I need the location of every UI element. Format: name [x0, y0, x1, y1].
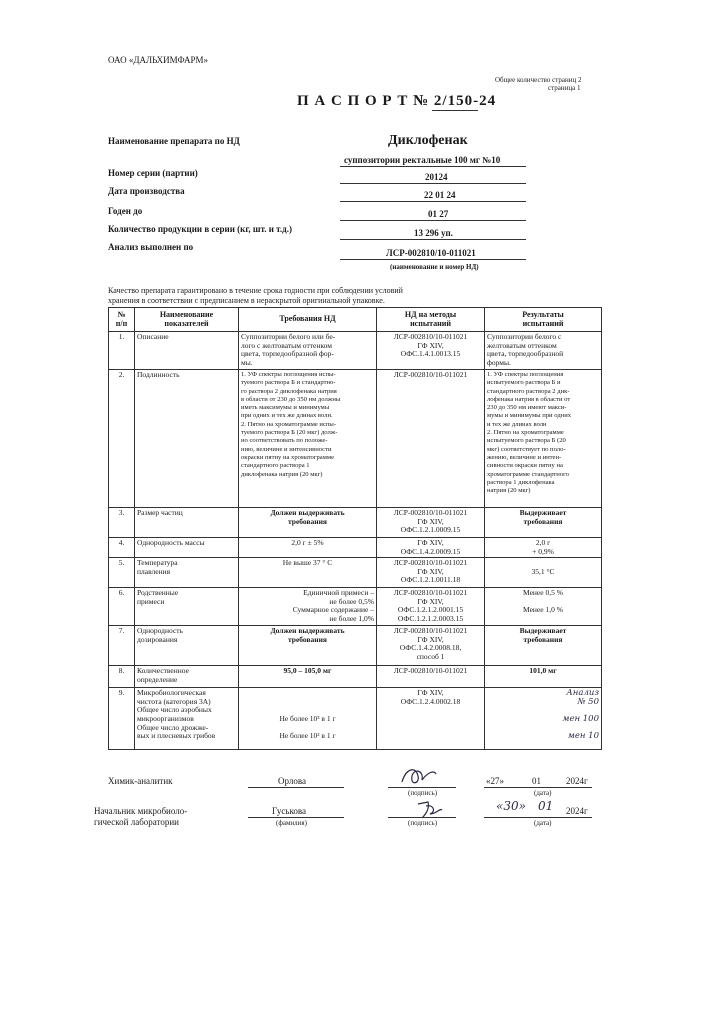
- header-result: Результаты испытаний: [485, 308, 602, 332]
- row-number: 8.: [109, 666, 135, 688]
- row-requirement: 1. УФ спектры поглощения испы- туемого раствора Б и стандартно- го раствора 2 диклофенака натрия в области от 230 до 350 нм должны иметь максимумы и минимумы при одних и тех же длинах волн. 2. Пятно на хроматограмме испы- туемого раствора Б (20 мкг) долж- но соответствовать по положе- нию, величине и интенсивности окраски пятну на хроматограмме стандартного раствора 1 диклофенака натрия (20 мкг): [239, 370, 377, 508]
- date2-month: 01: [538, 799, 554, 813]
- table-row: [109, 666, 602, 688]
- header-requirement: Требования НД: [239, 308, 377, 332]
- row-indicator: Температура плавления: [135, 558, 239, 588]
- head-name: Гуськова: [272, 806, 307, 816]
- row-indicator: Однородность дозирования: [135, 626, 239, 666]
- title-underline: [432, 110, 478, 111]
- row-requirement: Не выше 37 ° С: [239, 558, 377, 588]
- quantity-label: Количество продукции в серии (кг, шт. и т.д.): [108, 224, 292, 234]
- row-number: 5.: [109, 558, 135, 588]
- expiry-label: Годен до: [108, 206, 143, 216]
- header-method: НД на методы испытаний: [377, 308, 485, 332]
- company-name: ОАО «ДАЛЬХИМФАРМ»: [108, 55, 209, 65]
- row-indicator: Родственные примеси: [135, 588, 239, 626]
- head-sign-caption: (подпись): [408, 819, 438, 827]
- date1-line: [484, 787, 592, 788]
- table-row: [109, 332, 602, 370]
- row-result: Анализ № 50 мен 100 мен 10: [485, 688, 602, 750]
- product-form: суппозитории ректальные 100 мг №10: [344, 155, 501, 165]
- table-row: [109, 626, 602, 666]
- row-method: ГФ XIV, ОФС.1.2.4.0002.18: [377, 688, 485, 750]
- product-name: Диклофенак: [388, 133, 468, 148]
- row-result: 2,0 г + 0,9%: [485, 538, 602, 558]
- analysis-caption: (наименование и номер НД): [390, 263, 479, 271]
- row-result: 1. УФ спектры поглощения испытуемого раствора Б и стандартного раствора 2 дик- лофенака натрия в области от 230 до 350 нм имеют макси- мумы и минимумы при одних и тех же длинах волн 2. Пятно на хроматограмме испытуемого раствора Б (20 мкг) соответствует по поло- жению, величине и интен- сивности окраски пятну на хроматограмме стандартного раствора 1 диклофенака натрия (20 мкг): [485, 370, 602, 508]
- row-requirement: 2,0 г ± 5%: [239, 538, 377, 558]
- date1-day: «27»: [486, 776, 504, 786]
- date1-month: 01: [532, 776, 541, 786]
- row-result: Менее 0,5 % Менее 1,0 %: [485, 588, 602, 626]
- row-number: 6.: [109, 588, 135, 626]
- product-label: Наименование препарата по НД: [108, 136, 240, 146]
- table-row: [109, 588, 602, 626]
- row-result: Суппозитории белого с желтоватым оттенком цвета, торпедообразной формы.: [485, 332, 602, 370]
- table-row: [109, 688, 602, 750]
- date-line: [340, 201, 526, 202]
- pages-total: Общее количество страниц 2: [495, 76, 582, 84]
- row-number: 3.: [109, 508, 135, 538]
- row-method: ЛСР-002810/10-011021 ГФ XIV, ОФС.1.2.1.2.0001.15 ОФС.1.2.1.2.0003.15: [377, 588, 485, 626]
- date2-line: [484, 817, 592, 818]
- quality-note: Качество препарата гарантировано в течение срока годности при соблюдении условий хранения в соответствии с предписанием в нераскрытой оригинальной упаковке.: [108, 286, 403, 305]
- row-indicator: Микробиологическая чистота (категория 3А) Общее число аэробных микроорганизмов Общее число дрожже- вых и плесневых грибов: [135, 688, 239, 750]
- header-indicator: Наименование показателей: [135, 308, 239, 332]
- row-result: Выдерживает требования: [485, 626, 602, 666]
- quantity-line: [340, 239, 526, 240]
- batch-label: Номер серии (партии): [108, 168, 198, 178]
- test-results-table: [108, 307, 602, 750]
- row-number: 1.: [109, 332, 135, 370]
- row-indicator: Подлинность: [135, 370, 239, 508]
- row-requirement: Суппозитории белого или бе- лого с желтоватым оттенком цвета, торпедообразной фор- мы.: [239, 332, 377, 370]
- page-title: П А С П О Р Т № 2/150-24: [297, 93, 497, 109]
- analysis-line: [340, 259, 526, 260]
- row-indicator: Описание: [135, 332, 239, 370]
- header-number: № п/п: [109, 308, 135, 332]
- date-label: Дата производства: [108, 186, 185, 196]
- expiry-line: [340, 220, 526, 221]
- row-requirement: Не более 10³ в 1 г Не более 10² в 1 г: [239, 688, 377, 750]
- date2-day: «30»: [496, 799, 526, 813]
- product-form-line: [340, 166, 526, 167]
- analysis-value: ЛСР-002810/10-011021: [386, 248, 476, 258]
- row-number: 2.: [109, 370, 135, 508]
- date1-year: 2024г: [566, 776, 588, 786]
- batch-value: 20124: [425, 172, 448, 182]
- date-value: 22 01 24: [424, 190, 456, 200]
- expiry-value: 01 27: [428, 209, 449, 219]
- row-requirement: Должен выдерживать требования: [239, 508, 377, 538]
- table-row: [109, 508, 602, 538]
- analyst-sign-line: [388, 787, 456, 788]
- analyst-name-line: [248, 787, 344, 788]
- row-indicator: Количественное определение: [135, 666, 239, 688]
- row-requirement: 95,0 – 105,0 мг: [239, 666, 377, 688]
- row-method: ЛСР-002810/10-011021 ГФ XIV, ОФС.1.2.1.0011.18: [377, 558, 485, 588]
- date2-caption: (дата): [534, 819, 552, 827]
- analyst-name: Орлова: [278, 776, 306, 786]
- analysis-label: Анализ выполнен по: [108, 242, 194, 252]
- row-result: Выдерживает требования: [485, 508, 602, 538]
- head-surname-caption: (фамилия): [276, 819, 307, 827]
- row-method: ЛСР-002810/10-011021 ГФ XIV, ОФС.1.2.1.0009.15: [377, 508, 485, 538]
- analyst-sign-caption: (подпись): [408, 789, 438, 797]
- table-row: [109, 370, 602, 508]
- head-label: Начальник микробиоло- гической лаборатории: [94, 806, 188, 827]
- pages-current: страница 1: [548, 84, 581, 92]
- row-indicator: Однородность массы: [135, 538, 239, 558]
- table-row: [109, 538, 602, 558]
- row-requirement: Должен выдерживать требования: [239, 626, 377, 666]
- row-method: ЛСР-002810/10-011021: [377, 666, 485, 688]
- row-result: 35,1 °С: [485, 558, 602, 588]
- row-requirement: Единичной примеси – не более 0,5% Суммарное содержание – не более 1,0%: [239, 588, 377, 626]
- row-number: 4.: [109, 538, 135, 558]
- head-name-line: [248, 817, 344, 818]
- quantity-value: 13 296 уп.: [414, 228, 453, 238]
- row-method: ЛСР-002810/10-011021 ГФ XIV, ОФС.1.4.2.0008.18, способ 1: [377, 626, 485, 666]
- row-method: ЛСР-002810/10-011021: [377, 370, 485, 508]
- row-result: 101,0 мг: [485, 666, 602, 688]
- head-sign-line: [388, 817, 456, 818]
- row-method: ЛСР-002810/10-011021 ГФ XIV, ОФС.1.4.1.0013.15: [377, 332, 485, 370]
- date1-caption: (дата): [534, 789, 552, 797]
- table-row: [109, 558, 602, 588]
- date2-year: 2024г: [566, 806, 588, 816]
- analyst-label: Химик-аналитик: [108, 776, 173, 786]
- row-number: 9.: [109, 688, 135, 750]
- row-indicator: Размер частиц: [135, 508, 239, 538]
- row-method: ГФ XIV, ОФС.1.4.2.0009.15: [377, 538, 485, 558]
- row-number: 7.: [109, 626, 135, 666]
- batch-line: [340, 183, 526, 184]
